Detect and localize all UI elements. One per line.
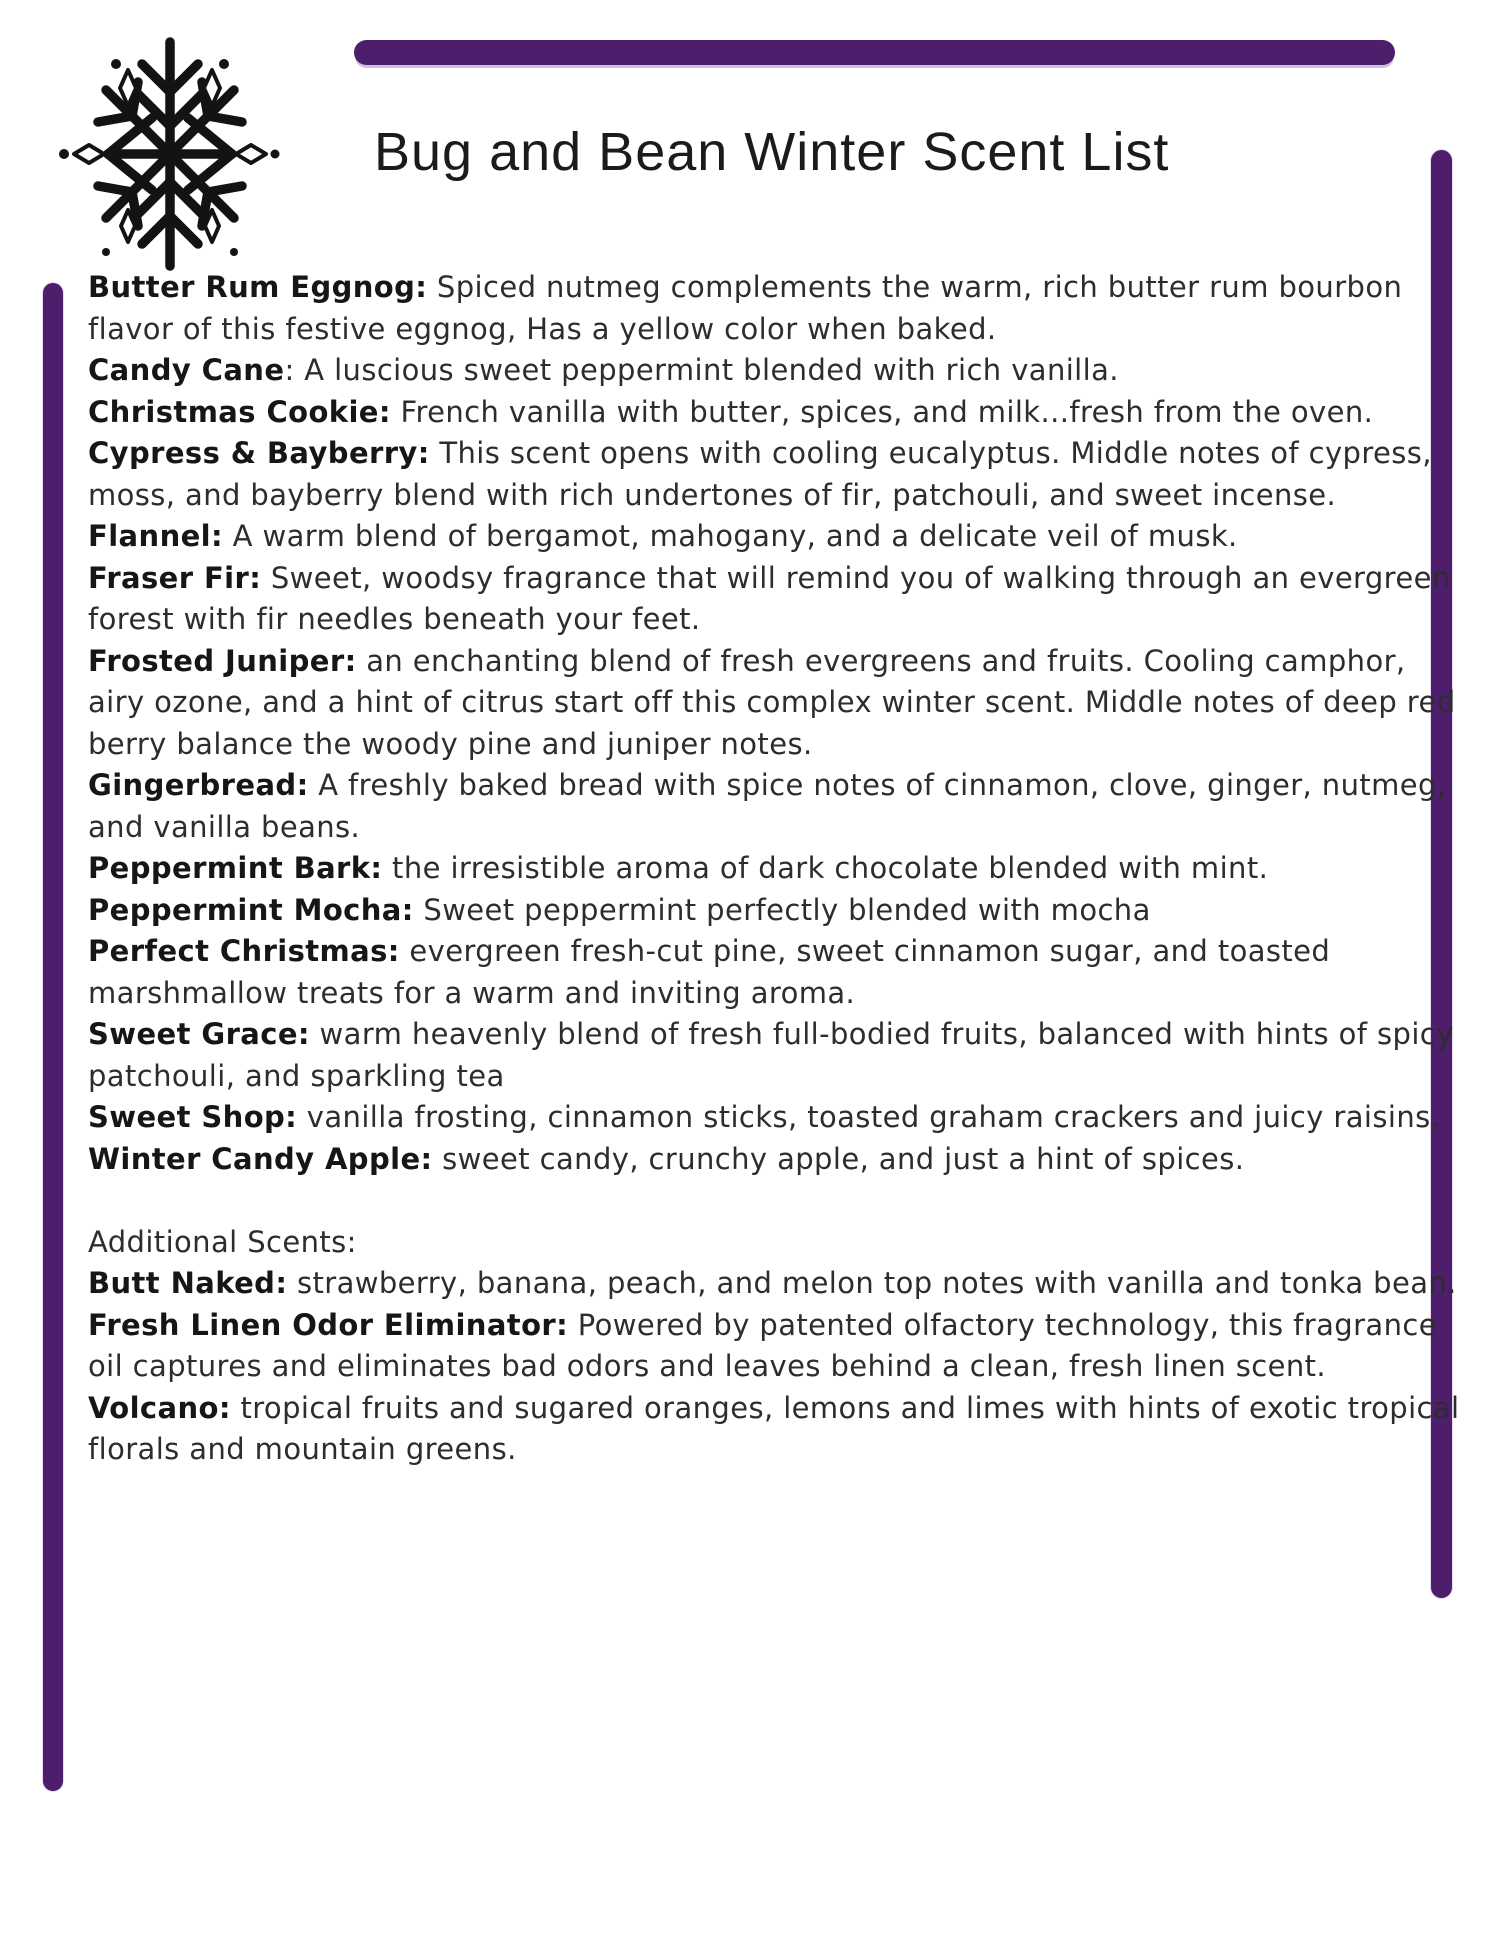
scent-description: This scent opens with cooling eucalyptus. Middle notes of cypress, moss, and bayberry blend with rich undertones of fir, patchouli, and sweet incense. [88,436,1432,512]
scent-name: Butt Naked: [88,1266,288,1300]
scent-name: Butter Rum Eggnog: [88,270,428,304]
scent-name: Sweet Grace: [88,1017,310,1051]
scent-entry [88,1305,1460,1388]
scent-description: sweet candy, crunchy apple, and just a hint of spices. [432,1141,1245,1176]
scent-name: Candy Cane [88,353,285,387]
scent-description: vanilla frosting, cinnamon sticks, toasted graham crackers and juicy raisins. [297,1100,1441,1134]
scent-description: evergreen fresh-cut pine, sweet cinnamon sugar, and toasted marshmallow treats for a warm and inviting aroma. [88,934,1331,1010]
scent-name: Winter Candy Apple: [88,1141,433,1176]
scent-description: Sweet peppermint perfectly blended with mocha [413,892,1151,927]
scent-entry [88,1097,1460,1139]
scent-name: Gingerbread: [88,768,309,802]
scent-description: Sweet, woodsy fragrance that will remind you of walking through an evergreen forest with fir needles beneath your feet. [88,560,1451,636]
scent-list [88,267,1460,1471]
scent-entry [88,392,1460,434]
scent-name: Cypress & Bayberry: [88,436,430,470]
scent-entry [88,267,1460,350]
scent-name: Peppermint Bark: [88,851,383,885]
scent-description: the irresistible aroma of dark chocolate blended with mint. [382,851,1269,885]
scent-name: Flannel: [88,519,224,553]
scent-entry [88,433,1460,516]
additional-scents-heading: Additional Scents: [88,1224,357,1259]
scent-name: Peppermint Mocha: [88,892,414,927]
scent-entry [88,641,1460,766]
scent-entry [88,1263,1460,1305]
scent-entry [88,516,1460,558]
scent-description: A freshly baked bread with spice notes of cinnamon, clove, ginger, nutmeg, and vanilla beans. [88,768,1447,844]
scent-description: an enchanting blend of fresh evergreens and fruits. Cooling camphor, airy ozone, and a hint of citrus start off this complex winter scent. Middle notes of deep red berry balance the woody pine and juniper notes. [88,643,1456,761]
scent-name: Perfect Christmas: [88,934,400,968]
scent-name: Fresh Linen Odor Eliminator: [88,1307,569,1342]
scent-description: : A luscious sweet peppermint blended with rich vanilla. [284,353,1119,387]
scent-description: warm heavenly blend of fresh full-bodied fruits, balanced with hints of spicy patchouli, and sparkling tea [88,1017,1454,1093]
left-accent-bar [43,283,63,1791]
scent-name: Fraser Fir: [88,560,262,595]
scent-description: A warm blend of bergamot, mahogany, and a delicate veil of musk. [223,519,1238,553]
scent-description: Spiced nutmeg complements the warm, rich butter rum bourbon flavor of this festive eggnog, Has a yellow color when baked. [88,270,1403,346]
scent-name: Christmas Cookie: [88,394,391,429]
scent-name: Sweet Shop: [88,1100,298,1134]
top-accent-bar [354,40,1395,65]
scent-description: tropical fruits and sugared oranges, lemons and limes with hints of exotic tropical florals and mountain greens. [88,1390,1460,1466]
page-title: Bug and Bean Winter Scent List [374,122,1170,183]
scent-entry [88,765,1460,848]
scent-description: strawberry, banana, peach, and melon top notes with vanilla and tonka bean. [287,1266,1457,1300]
scent-entry [88,848,1460,890]
scent-description: French vanilla with butter, spices, and milk...fresh from the oven. [390,394,1374,429]
scent-entry [88,1139,1460,1181]
snowflake-icon [56,34,282,272]
scent-description: Powered by patented olfactory technology, this fragrance oil captures and eliminates bad odors and leaves behind a clean, fresh linen scent. [88,1307,1437,1383]
scent-entry [88,1388,1460,1471]
scent-name: Frosted Juniper: [88,643,357,678]
scent-entry [88,558,1460,641]
scent-entry [88,931,1460,1014]
scent-name: Volcano: [88,1390,231,1425]
scent-entry [88,1014,1460,1097]
scent-entry [88,350,1460,392]
scent-entry [88,890,1460,932]
